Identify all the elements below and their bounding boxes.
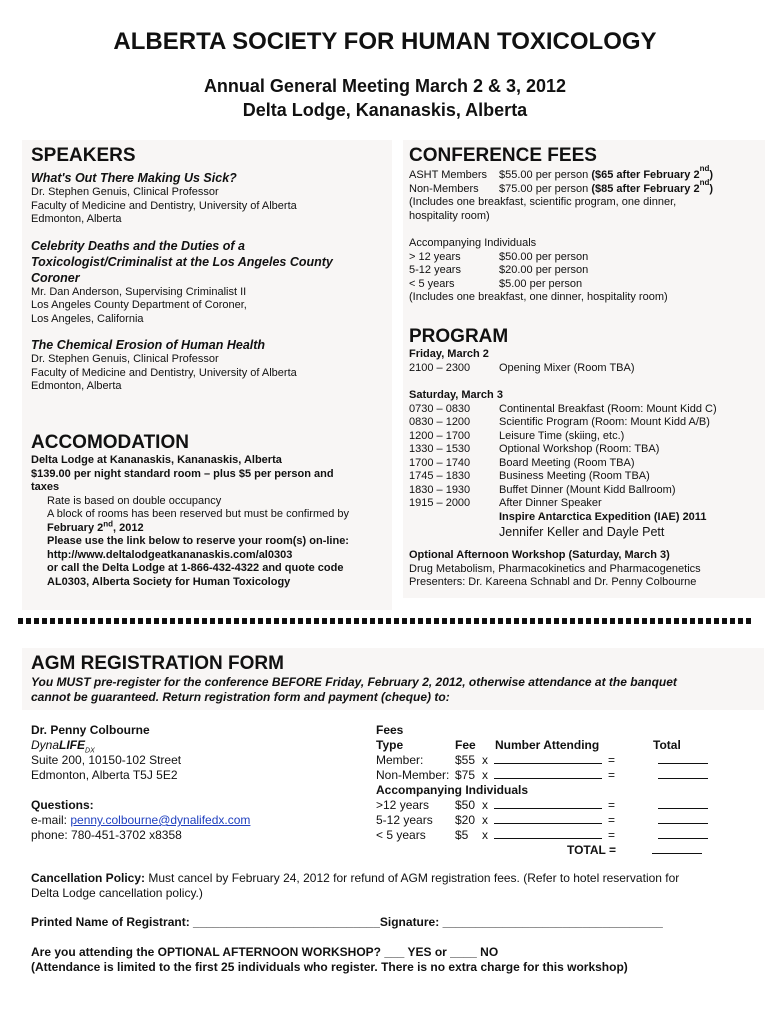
fee-late: ($65 after February 2 <box>591 169 700 181</box>
contact-name: Dr. Penny Colbourne <box>31 723 150 737</box>
program-event: Leisure Time (skiing, etc.) <box>499 429 625 442</box>
accomp-age: < 5 years <box>409 277 455 290</box>
program-row <box>409 470 764 484</box>
grand-total-field[interactable] <box>652 843 702 854</box>
cancel-text: Must cancel by February 24, 2012 for refund of AGM registration fees. (Refer to hotel reservation for <box>145 871 680 885</box>
program-event: Scientific Program (Room: Mount Kidd A/B) <box>499 416 710 428</box>
accomp-age: 5-12 years <box>409 264 461 276</box>
iae-title: Inspire Antarctica Expedition (IAE) 2011 <box>499 510 707 523</box>
speakers-heading: SPEAKERS <box>31 145 136 166</box>
col-type: Type <box>376 738 404 752</box>
fee-amount: $50 <box>455 798 476 812</box>
registrant-signature-line[interactable]: Printed Name of Registrant: ____________________________Signature: _________________________________ <box>31 915 663 929</box>
fee-late: ($85 after February 2 <box>591 182 700 195</box>
fees-section <box>409 145 764 305</box>
equals-sign: = <box>608 768 616 782</box>
friday-heading: Friday, March 2 <box>409 348 489 360</box>
email-line <box>31 813 361 828</box>
fee-amount: $55 <box>455 753 476 767</box>
times-sign: x <box>482 753 488 767</box>
fee-amount: $20 <box>455 813 476 827</box>
program-row <box>409 457 764 471</box>
fee-amount: $75 <box>455 768 476 782</box>
workshop-question-block <box>31 945 756 975</box>
program-event: After Dinner Speaker <box>499 497 602 509</box>
fee-price: $75.00 per person <box>499 182 589 195</box>
contact-org <box>31 738 361 753</box>
accomp-row <box>409 264 764 278</box>
iae-names: Jennifer Keller and Dayle Pett <box>499 525 665 539</box>
workshop-title: Optional Afternoon Workshop (Saturday, March 3) <box>409 549 670 561</box>
talk-title-3: The Chemical Erosion of Human Health <box>31 338 266 352</box>
cancel-text-2: Delta Lodge cancellation policy.) <box>31 886 203 900</box>
accommodation-heading: ACCOMODATION <box>31 432 189 453</box>
fee-includes: (Includes one breakfast, scientific program, one dinner, <box>409 196 677 208</box>
accomp-heading: Accompanying Individuals <box>409 237 537 249</box>
speaker-line: Faculty of Medicine and Dentistry, University of Alberta <box>31 199 297 212</box>
email-link[interactable]: penny.colbourne@dynalifedx.com <box>70 813 251 827</box>
number-attending-field[interactable] <box>494 753 602 764</box>
notice-line: You MUST pre-register for the conference BEFORE Friday, February 2, 2012, otherwise attendance at the banquet <box>31 675 677 689</box>
fees-table <box>376 723 756 858</box>
speaker-line: Los Angeles, California <box>31 312 144 325</box>
fee-type: 5-12 years <box>376 813 433 827</box>
talk-speaker-1 <box>31 186 391 227</box>
talk-speaker-3 <box>31 353 391 394</box>
total-row <box>376 843 756 858</box>
workshop-topic: Drug Metabolism, Pharmacokinetics and Pharmacogenetics <box>409 562 701 575</box>
total-field[interactable] <box>658 753 708 764</box>
program-row <box>409 362 764 376</box>
reservation-code: AL0303, Alberta Society for Human Toxicology <box>47 575 291 588</box>
fee-row <box>376 768 756 783</box>
accomp-row <box>409 278 764 292</box>
form-heading: AGM REGISTRATION FORM <box>31 653 284 674</box>
fee-row <box>376 813 756 828</box>
program-event: Buffet Dinner (Mount Kidd Ballroom) <box>499 483 676 496</box>
times-sign: x <box>482 813 488 827</box>
fees-heading: CONFERENCE FEES <box>409 145 597 166</box>
talk-speaker-2 <box>31 286 391 327</box>
equals-sign: = <box>608 753 616 767</box>
fee-nonmember <box>409 177 764 197</box>
col-fee: Fee <box>455 738 476 752</box>
speaker-line: Los Angeles County Department of Coroner, <box>31 299 247 311</box>
program-event: Business Meeting (Room TBA) <box>499 470 650 482</box>
speaker-line: Mr. Dan Anderson, Supervising Criminalist II <box>31 285 247 298</box>
confirm-date-year: , 2012 <box>113 521 144 534</box>
program-event: Optional Workshop (Room: TBA) <box>499 443 660 455</box>
reserve-online: Please use the link below to reserve your room(s) on-line: <box>47 535 349 547</box>
reservation-phone: or call the Delta Lodge at 1-866-432-4322 and quote code <box>47 562 344 574</box>
program-time: 1745 – 1830 <box>409 470 471 482</box>
brand-part: LIFE <box>59 738 86 752</box>
program-event: Board Meeting (Room TBA) <box>499 456 635 469</box>
program-time: 1330 – 1530 <box>409 443 471 455</box>
speaker-line: Faculty of Medicine and Dentistry, University of Alberta <box>31 366 297 379</box>
fee-type: Non-Member: <box>376 768 450 782</box>
brand-part: Dyna <box>31 738 60 752</box>
program-event: Continental Breakfast (Room: Mount Kidd C) <box>499 402 717 415</box>
program-time: 0730 – 0830 <box>409 402 471 415</box>
fee-row <box>376 798 756 813</box>
hotel-name: Delta Lodge at Kananaskis, Kananaskis, Alberta <box>31 454 282 466</box>
workshop-presenters: Presenters: Dr. Kareena Schnabl and Dr. Penny Colbourne <box>409 576 697 588</box>
reservation-link[interactable]: http://www.deltalodgeatkananaskis.com/al0303 <box>47 548 293 561</box>
speaker-line: Dr. Stephen Genuis, Clinical Professor <box>31 353 219 365</box>
program-row <box>409 443 764 457</box>
form-notice <box>31 675 756 705</box>
program-row <box>409 497 764 511</box>
total-field[interactable] <box>658 828 708 839</box>
accomp-price: $50.00 per person <box>499 250 589 263</box>
fee-type: Member: <box>376 753 424 767</box>
accomp-row <box>409 251 764 265</box>
number-attending-field[interactable] <box>494 813 602 824</box>
confirm-date <box>31 518 391 536</box>
questions-label: Questions: <box>31 798 94 812</box>
meeting-date: Annual General Meeting March 2 & 3, 2012 <box>203 76 567 96</box>
room-block: A block of rooms has been reserved but must be confirmed by <box>47 508 350 520</box>
meeting-venue: Delta Lodge, Kananaskis, Alberta <box>242 100 528 120</box>
total-field[interactable] <box>658 768 708 779</box>
program-event: Opening Mixer (Room TBA) <box>499 361 635 374</box>
page-title: ALBERTA SOCIETY FOR HUMAN TOXICOLOGY <box>113 28 657 55</box>
program-row <box>409 484 764 498</box>
program-row <box>409 403 764 417</box>
superscript: nd <box>699 177 710 187</box>
saturday-heading: Saturday, March 3 <box>409 389 503 401</box>
number-attending-field[interactable] <box>494 798 602 809</box>
fee-type: < 5 years <box>376 828 426 842</box>
total-field[interactable] <box>658 798 708 809</box>
program-time: 1915 – 2000 <box>409 497 471 509</box>
speaker-line: Dr. Stephen Genuis, Clinical Professor <box>31 186 219 198</box>
form-heading-block <box>31 653 756 705</box>
number-attending-field[interactable] <box>494 828 602 839</box>
fee-label: Non-Members <box>409 182 479 195</box>
equals-sign: = <box>608 813 616 827</box>
fees-table-header <box>376 738 756 753</box>
fee-row <box>376 753 756 768</box>
accomp-price: $20.00 per person <box>499 264 589 276</box>
address-line-1: Suite 200, 10150-102 Street <box>31 753 182 767</box>
program-time: 1200 – 1700 <box>409 429 471 442</box>
fee-label: ASHT Members <box>409 169 488 181</box>
program-time: 1700 – 1740 <box>409 456 471 469</box>
phone-line: phone: 780-451-3702 x8358 <box>31 828 182 842</box>
contact-block <box>31 723 361 843</box>
accommodation-section <box>31 432 391 589</box>
superscript: nd <box>103 518 114 528</box>
program-section <box>409 326 764 590</box>
notice-line: cannot be guaranteed. Return registration form and payment (cheque) to: <box>31 690 450 704</box>
superscript: nd <box>699 164 710 173</box>
col-total: Total <box>653 738 681 752</box>
accomp-price: $5.00 per person <box>499 277 583 290</box>
paren: ) <box>709 182 714 195</box>
confirm-date-text: February 2 <box>47 521 104 534</box>
talk-title-1: What's Out There Making Us Sick? <box>31 171 237 185</box>
meeting-info <box>0 74 770 122</box>
times-sign: x <box>482 768 488 782</box>
talk-title-2: Celebrity Deaths and the Duties of a Toxicologist/Criminalist at the Los Angeles County Coroner <box>31 238 333 285</box>
program-time: 1830 – 1930 <box>409 483 471 496</box>
program-heading: PROGRAM <box>409 326 509 347</box>
times-sign: x <box>482 798 488 812</box>
total-label: TOTAL = <box>566 843 616 857</box>
fee-asht <box>409 164 764 183</box>
fee-price: $55.00 per person <box>499 169 589 181</box>
program-row <box>409 430 764 444</box>
speakers-section <box>31 145 391 394</box>
fee-row <box>376 828 756 843</box>
speaker-line: Edmonton, Alberta <box>31 213 122 225</box>
brand-part: DX <box>85 747 95 755</box>
times-sign: x <box>482 828 488 842</box>
fees-table-heading: Fees <box>376 723 404 737</box>
equals-sign: = <box>608 798 616 812</box>
fee-amount: $5 <box>455 828 469 842</box>
total-field[interactable] <box>658 813 708 824</box>
speaker-line: Edmonton, Alberta <box>31 380 122 392</box>
accomp-table-heading: Accompanying Individuals <box>376 783 529 797</box>
number-attending-field[interactable] <box>494 768 602 779</box>
accomp-includes: (Includes one breakfast, one dinner, hospitality room) <box>409 291 668 303</box>
fee-includes-2: hospitality room) <box>409 209 490 222</box>
cancellation-policy <box>31 871 756 901</box>
hotel-rate-taxes: taxes <box>31 481 60 493</box>
hotel-rate: $139.00 per night standard room – plus $5 per person and <box>31 467 334 480</box>
accomp-age: > 12 years <box>409 250 461 263</box>
email-label: e-mail: <box>31 813 71 827</box>
program-time: 0830 – 1200 <box>409 416 471 428</box>
program-time: 2100 – 2300 <box>409 361 471 374</box>
col-number: Number Attending <box>495 738 600 752</box>
dotted-divider <box>18 618 754 624</box>
paren: ) <box>709 169 714 181</box>
cancel-label: Cancellation Policy: <box>31 871 146 885</box>
equals-sign: = <box>608 828 616 842</box>
program-row <box>409 416 764 430</box>
rate-basis: Rate is based on double occupancy <box>47 494 222 507</box>
fee-type: >12 years <box>376 798 430 812</box>
workshop-question[interactable]: Are you attending the OPTIONAL AFTERNOON WORKSHOP? ___ YES or ____ NO <box>31 945 499 959</box>
address-line-2: Edmonton, Alberta T5J 5E2 <box>31 768 178 782</box>
workshop-note: (Attendance is limited to the first 25 individuals who register. There is no extra charge for this workshop) <box>31 960 628 974</box>
